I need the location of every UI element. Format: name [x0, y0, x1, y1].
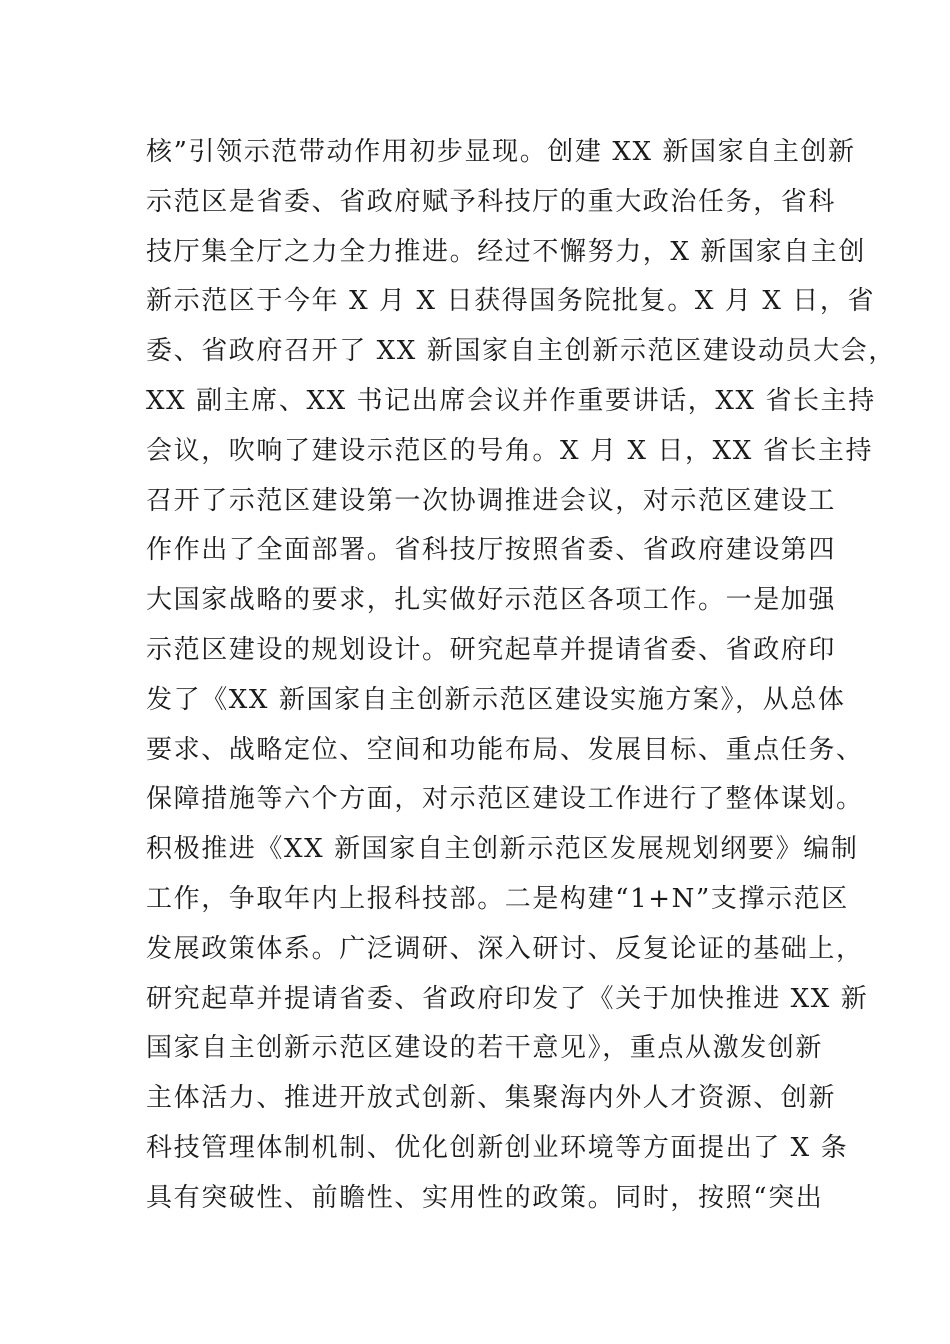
text-line-2: 示范区是省委、省政府赋予科技厅的重大政治任务，省科 — [146, 186, 837, 217]
text-line-3: 技厅集全厅之力全力推进。经过不懈努力，X 新国家自主创 — [146, 236, 866, 267]
text-line-1: 核”引领示范带动作用初步显现。创建 XX 新国家自主创新 — [146, 137, 856, 167]
body-text — [146, 128, 896, 1224]
text-line-12: 发了《XX 新国家自主创新示范区建设实施方案》，从总体 — [146, 684, 846, 715]
text-line-20: 主体活力、推进开放式创新、集聚海内外人才资源、创新 — [146, 1083, 837, 1114]
text-line-13: 要求、战略定位、空间和功能布局、发展目标、重点任务、 — [146, 734, 864, 765]
text-line-4: 新示范区于今年 X 月 X 日获得国务院批复。X 月 X 日，省 — [146, 286, 876, 317]
text-line-22: 具有突破性、前瞻性、实用性的政策。同时，按照“突出 — [146, 1182, 824, 1213]
text-line-15: 积极推进《XX 新国家自主创新示范区发展规划纲要》编制 — [146, 834, 859, 865]
text-line-7: 会议，吹响了建设示范区的号角。X 月 X 日，XX 省长主持 — [146, 435, 874, 466]
text-line-6: XX 副主席、XX 书记出席会议并作重要讲话，XX 省长主持 — [146, 385, 876, 416]
text-line-17: 发展政策体系。广泛调研、深入研讨、反复论证的基础上， — [146, 933, 864, 964]
text-line-18: 研究起草并提请省委、省政府印发了《关于加快推进 XX 新 — [146, 983, 869, 1014]
text-line-8: 召开了示范区建设第一次协调推进会议，对示范区建设工 — [146, 485, 837, 516]
text-line-10: 大国家战略的要求，扎实做好示范区各项工作。一是加强 — [146, 585, 837, 616]
text-line-5: 委、省政府召开了 XX 新国家自主创新示范区建设动员大会， — [146, 336, 896, 367]
text-line-16: 工作，争取年内上报科技部。二是构建“1+N”支撑示范区 — [146, 883, 849, 914]
text-line-21: 科技管理体制机制、优化创新创业环境等方面提出了 X 条 — [146, 1132, 849, 1163]
text-line-19: 国家自主创新示范区建设的若干意见》，重点从激发创新 — [146, 1033, 824, 1064]
text-line-9: 作作出了全面部署。省科技厅按照省委、省政府建设第四 — [146, 535, 837, 566]
text-line-11: 示范区建设的规划设计。研究起草并提请省委、省政府印 — [146, 634, 837, 665]
text-line-14: 保障措施等六个方面，对示范区建设工作进行了整体谋划。 — [146, 784, 864, 815]
